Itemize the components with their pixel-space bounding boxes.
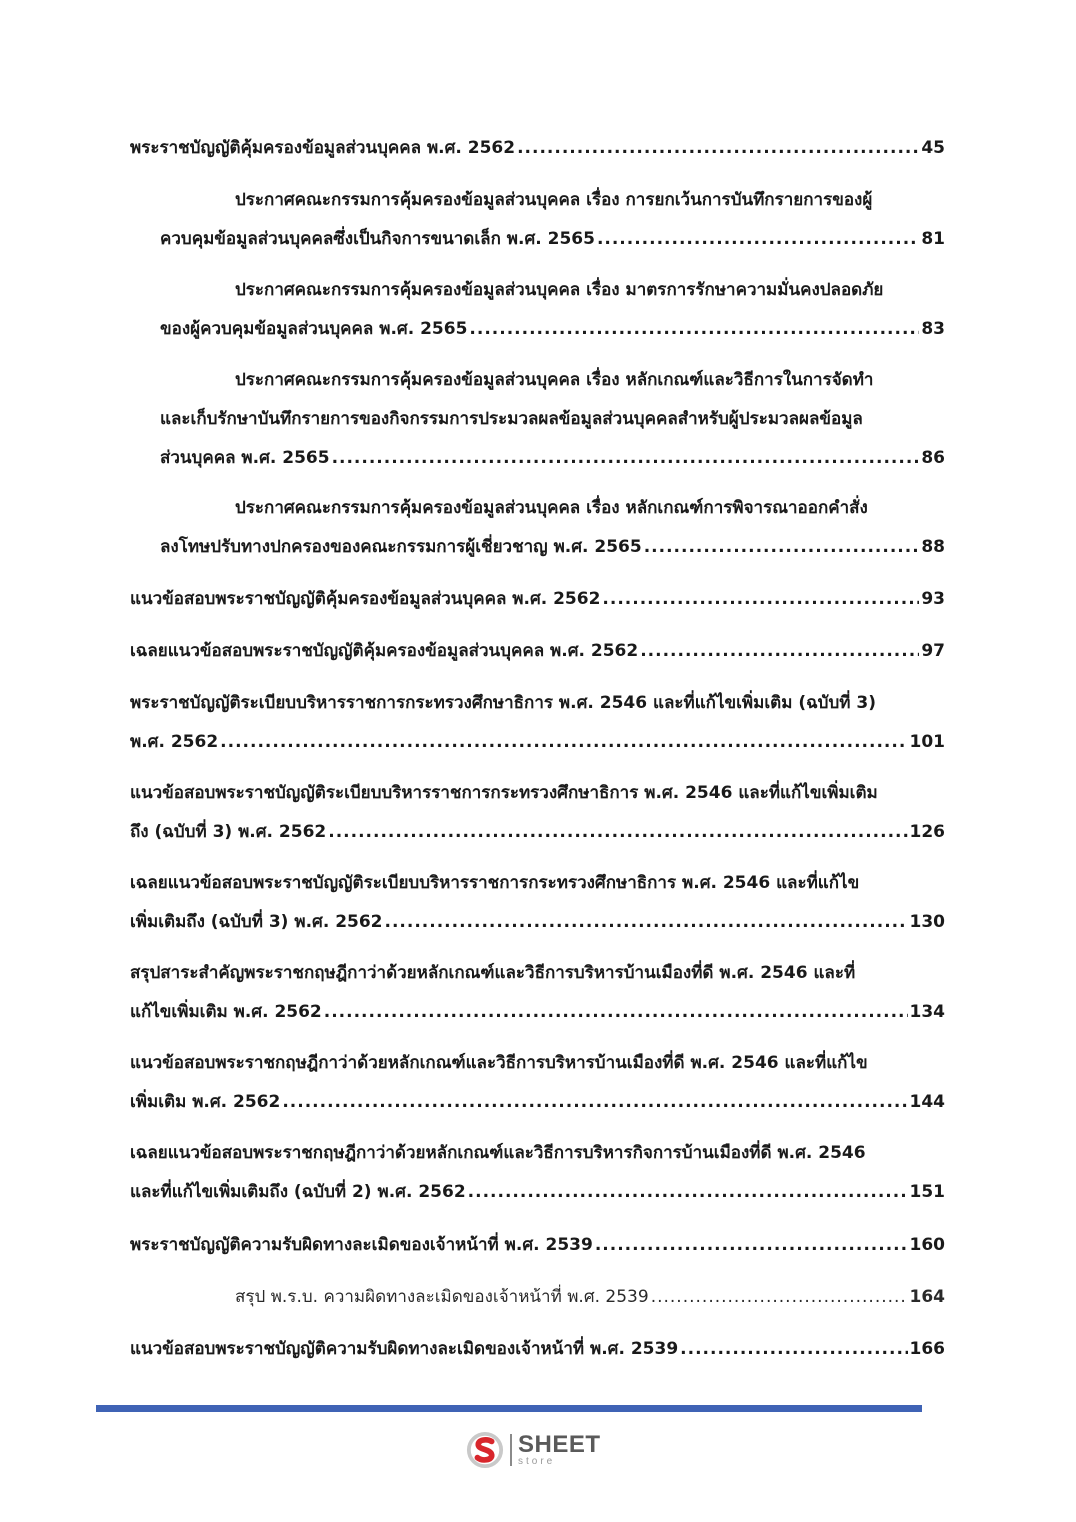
- toc-entry-title-cont: ส่วนบุคคล พ.ศ. 2565: [160, 448, 330, 468]
- toc-entry-title: แนวข้อสอบพระราชบัญญัติความรับผิดทางละเมิดของเจ้าหน้าที่ พ.ศ. 2539: [130, 1339, 679, 1359]
- toc-entry[interactable]: [130, 1330, 945, 1369]
- toc-entry-title: แนวข้อสอบพระราชกฤษฎีกาว่าด้วยหลักเกณฑ์และวิธีการบริหารบ้านเมืองที่ดี พ.ศ. 2546 และที่แก้ไข: [130, 1053, 868, 1073]
- toc-entry-page: 164: [909, 1287, 945, 1307]
- toc-entry-title-cont: ลงโทษปรับทางปกครองของคณะกรรมการผู้เชี่ยวชาญ พ.ศ. 2565: [160, 537, 642, 557]
- dot-leader: [517, 129, 919, 168]
- toc-entry-title-cont: และเก็บรักษาบันทึกรายการของกิจกรรมการประมวลผลข้อมูลส่วนบุคคลสำหรับผู้ประมวลผลข้อมูล: [160, 409, 863, 429]
- toc-entry-title-cont: ถึง (ฉบับที่ 3) พ.ศ. 2562: [130, 822, 327, 842]
- toc-entry-page: 134: [909, 1002, 945, 1022]
- toc-entry-title: ประกาศคณะกรรมการคุ้มครองข้อมูลส่วนบุคคล เรื่อง หลักเกณฑ์การพิจารณาออกคำสั่ง: [235, 498, 868, 518]
- dot-leader: [602, 580, 919, 619]
- logo-sub-text: store: [518, 1456, 556, 1467]
- toc-entry-page: 88: [921, 537, 945, 557]
- sheet-store-logo-icon: [466, 1431, 504, 1469]
- dot-leader: [644, 528, 920, 567]
- toc-entry-title: แนวข้อสอบพระราชบัญญัติคุ้มครองข้อมูลส่วนบุคคล พ.ศ. 2562: [130, 589, 601, 609]
- dot-leader: [469, 310, 919, 349]
- toc-entry-title: ประกาศคณะกรรมการคุ้มครองข้อมูลส่วนบุคคล เรื่อง มาตรการรักษาความมั่นคงปลอดภัย: [235, 280, 884, 300]
- toc-entry[interactable]: [130, 774, 945, 852]
- toc-entry-page: 93: [921, 589, 945, 609]
- dot-leader: [328, 813, 907, 852]
- toc-entry-title-cont: แก้ไขเพิ่มเติม พ.ศ. 2562: [130, 1002, 322, 1022]
- toc-entry-title: ประกาศคณะกรรมการคุ้มครองข้อมูลส่วนบุคคล เรื่อง การยกเว้นการบันทึกรายการของผู้: [235, 190, 873, 210]
- toc-entry-title: เฉลยแนวข้อสอบพระราชกฤษฎีกาว่าด้วยหลักเกณฑ์และวิธีการบริหารกิจการบ้านเมืองที่ดี พ.ศ. 2546: [130, 1143, 866, 1163]
- toc-entry[interactable]: [130, 632, 945, 671]
- toc-entry-page: 81: [921, 229, 945, 249]
- toc-entry-title: เฉลยแนวข้อสอบพระราชบัญญัติระเบียบบริหารราชการกระทรวงศึกษาธิการ พ.ศ. 2546 และที่แก้ไข: [130, 873, 860, 893]
- toc-entry-page: 86: [921, 448, 945, 468]
- toc-entry[interactable]: [130, 1226, 945, 1265]
- toc-entry[interactable]: [130, 954, 945, 1032]
- toc-entry-title-cont: ควบคุมข้อมูลส่วนบุคคลซึ่งเป็นกิจการขนาดเล็ก พ.ศ. 2565: [160, 229, 595, 249]
- dot-leader: [468, 1173, 908, 1212]
- toc-entry-title: สรุปสาระสำคัญพระราชกฤษฎีกาว่าด้วยหลักเกณฑ์และวิธีการบริหารบ้านเมืองที่ดี พ.ศ. 2546 และที่: [130, 963, 856, 983]
- toc-entry-page: 126: [909, 822, 945, 842]
- toc-entry-page: 45: [921, 138, 945, 158]
- toc-entry[interactable]: [160, 181, 945, 259]
- footer-rule: [96, 1405, 922, 1412]
- toc-entry-title: พระราชบัญญัติคุ้มครองข้อมูลส่วนบุคคล พ.ศ. 2562: [130, 138, 516, 158]
- toc-entry[interactable]: [130, 580, 945, 619]
- dot-leader: [332, 439, 920, 478]
- dot-leader: [220, 723, 907, 762]
- toc-entry-page: 144: [909, 1092, 945, 1112]
- toc-entry-title: ประกาศคณะกรรมการคุ้มครองข้อมูลส่วนบุคคล เรื่อง หลักเกณฑ์และวิธีการในการจัดทำ: [235, 370, 874, 390]
- toc-entry[interactable]: [160, 271, 945, 349]
- toc-entry[interactable]: [130, 864, 945, 942]
- toc-entry[interactable]: [130, 684, 945, 762]
- toc-entry-page: 101: [909, 732, 945, 752]
- toc-entry-title: พระราชบัญญัติความรับผิดทางละเมิดของเจ้าหน้าที่ พ.ศ. 2539: [130, 1235, 593, 1255]
- toc-entry[interactable]: [130, 1044, 945, 1122]
- toc-entry-page: 151: [909, 1182, 945, 1202]
- dot-leader: [597, 220, 919, 259]
- toc-entry[interactable]: [130, 1134, 945, 1212]
- toc-entry-title: เฉลยแนวข้อสอบพระราชบัญญัติคุ้มครองข้อมูลส่วนบุคคล พ.ศ. 2562: [130, 641, 639, 661]
- toc-entry-title-cont: และที่แก้ไขเพิ่มเติมถึง (ฉบับที่ 2) พ.ศ. 2562: [130, 1182, 466, 1202]
- toc-entry-title: พระราชบัญญัติระเบียบบริหารราชการกระทรวงศึกษาธิการ พ.ศ. 2546 และที่แก้ไขเพิ่มเติม (ฉบับที่ 3): [130, 693, 876, 713]
- dot-leader: [385, 903, 908, 942]
- toc-entry-page: 83: [921, 319, 945, 339]
- dot-leader: [324, 993, 908, 1032]
- toc-entry-page: 166: [909, 1339, 945, 1359]
- toc-entry[interactable]: [130, 129, 945, 168]
- toc-entry-title: แนวข้อสอบพระราชบัญญัติระเบียบบริหารราชการกระทรวงศึกษาธิการ พ.ศ. 2546 และที่แก้ไขเพิ่มเติม: [130, 783, 878, 803]
- toc-entry[interactable]: [160, 489, 945, 567]
- footer-logo: [466, 1428, 616, 1472]
- dot-leader: [640, 632, 919, 671]
- logo-main-text: SHEET: [518, 1431, 601, 1458]
- toc-entry-title-cont: พ.ศ. 2562: [130, 732, 219, 752]
- toc-entry-page: 97: [921, 641, 945, 661]
- toc-entry-title-cont: เพิ่มเติมถึง (ฉบับที่ 3) พ.ศ. 2562: [130, 912, 383, 932]
- toc-entry[interactable]: [160, 361, 945, 478]
- dot-leader: [595, 1226, 908, 1265]
- toc-entry-page: 130: [909, 912, 945, 932]
- dot-leader: [282, 1083, 907, 1122]
- logo-wordmark: [518, 1433, 601, 1467]
- logo-separator: [510, 1434, 512, 1466]
- toc-entry-page: 160: [909, 1235, 945, 1255]
- dot-leader: [680, 1330, 907, 1369]
- toc-entry[interactable]: [235, 1278, 945, 1317]
- toc-entry-title: สรุป พ.ร.บ. ความผิดทางละเมิดของเจ้าหน้าที่ พ.ศ. 2539: [235, 1287, 649, 1307]
- dot-leader: [651, 1278, 908, 1317]
- toc-entry-title-cont: เพิ่มเติม พ.ศ. 2562: [130, 1092, 281, 1112]
- toc-entry-title-cont: ของผู้ควบคุมข้อมูลส่วนบุคคล พ.ศ. 2565: [160, 319, 468, 339]
